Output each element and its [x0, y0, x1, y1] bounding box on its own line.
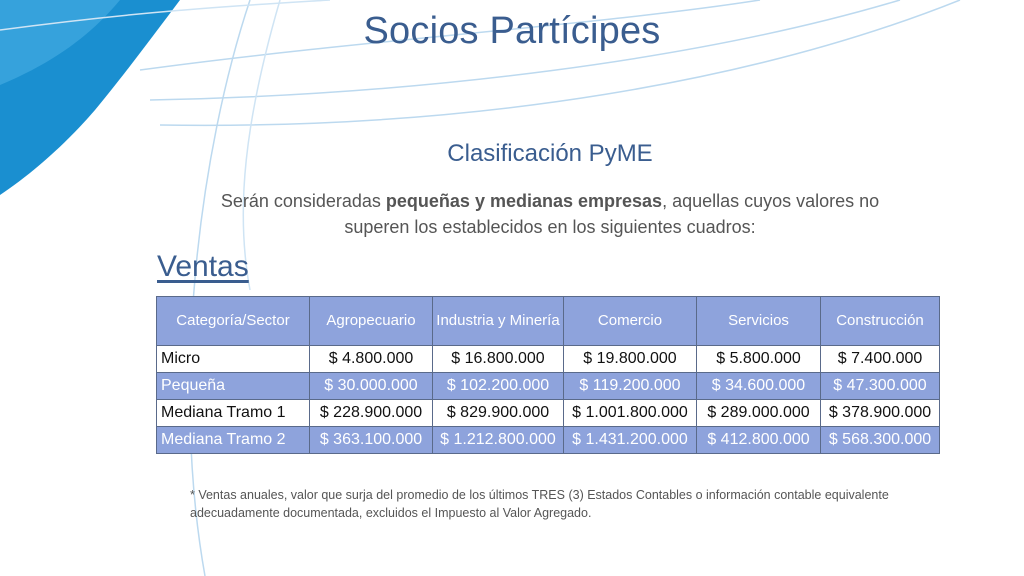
- table-cell: $ 412.800.000: [697, 427, 821, 454]
- table-cell: $ 4.800.000: [310, 346, 433, 373]
- table-cell: $ 1.431.200.000: [564, 427, 697, 454]
- table-cell: Mediana Tramo 1: [157, 400, 310, 427]
- table-cell: Mediana Tramo 2: [157, 427, 310, 454]
- column-header: Categoría/Sector: [157, 297, 310, 346]
- footnote: * Ventas anuales, valor que surja del promedio de los últimos TRES (3) Estados Contables o información contable equivalente adecuadamente documentada, excluidos el Impuesto al Valor Agregado.: [190, 488, 889, 520]
- table-cell: Pequeña: [157, 373, 310, 400]
- column-header: Construcción: [821, 297, 940, 346]
- table-row: [157, 427, 940, 454]
- table-header-row: [157, 297, 940, 346]
- table-cell: $ 34.600.000: [697, 373, 821, 400]
- table-cell: $ 1.001.800.000: [564, 400, 697, 427]
- sales-table: [156, 296, 940, 454]
- table-cell: $ 102.200.000: [433, 373, 564, 400]
- column-header: Comercio: [564, 297, 697, 346]
- table-cell: $ 289.000.000: [697, 400, 821, 427]
- table-cell: $ 568.300.000: [821, 427, 940, 454]
- column-header: Industria y Minería: [433, 297, 564, 346]
- section-title: Ventas: [157, 250, 249, 283]
- table-cell: $ 19.800.000: [564, 346, 697, 373]
- subtitle: Clasificación PyME: [447, 140, 653, 167]
- column-header: Agropecuario: [310, 297, 433, 346]
- intro-text-start: Serán consideradas: [220, 191, 386, 211]
- table-cell: $ 47.300.000: [821, 373, 940, 400]
- table-row: [157, 346, 940, 373]
- table-cell: $ 1.212.800.000: [433, 427, 564, 454]
- page-title: Socios Partícipes: [363, 10, 661, 52]
- table-row: [157, 373, 940, 400]
- table-cell: $ 228.900.000: [310, 400, 433, 427]
- intro-text: [210, 188, 890, 240]
- table-cell: $ 30.000.000: [310, 373, 433, 400]
- table-cell: $ 7.400.000: [821, 346, 940, 373]
- table-cell: $ 378.900.000: [821, 400, 940, 427]
- table-cell: $ 119.200.000: [564, 373, 697, 400]
- table-row: [157, 400, 940, 427]
- column-header: Servicios: [697, 297, 821, 346]
- table-cell: Micro: [157, 346, 310, 373]
- intro-text-end: , aquellas cuyos valores no superen los establecidos en los siguientes cuadros:: [344, 191, 880, 237]
- table-cell: $ 16.800.000: [433, 346, 564, 373]
- table-cell: $ 363.100.000: [310, 427, 433, 454]
- intro-text-bold: pequeñas y medianas empresas: [385, 191, 663, 211]
- table-cell: $ 5.800.000: [697, 346, 821, 373]
- table-cell: $ 829.900.000: [433, 400, 564, 427]
